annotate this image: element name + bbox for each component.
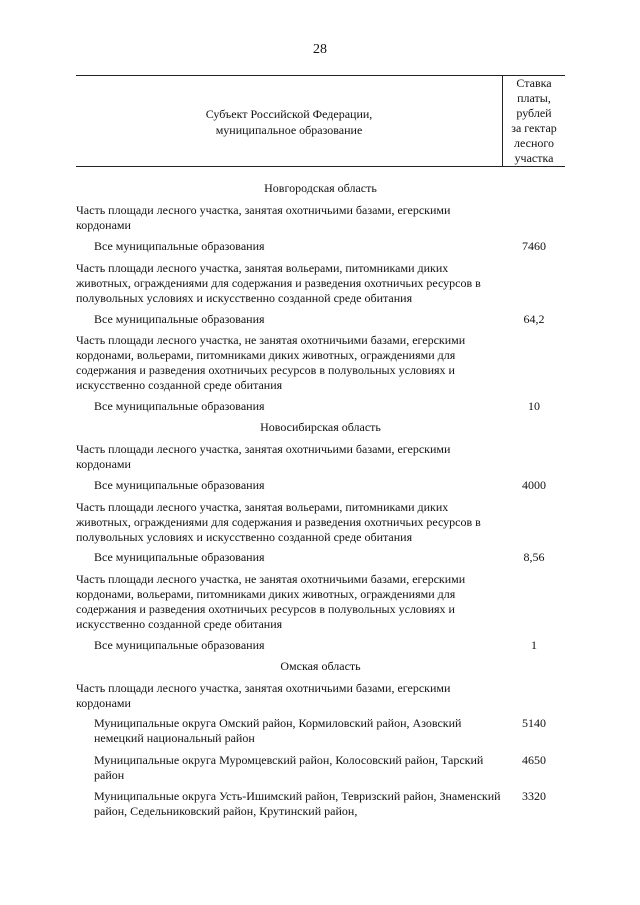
table-header-bottom-rule <box>76 166 565 167</box>
subject-omsk-2: Муниципальные округа Муромцевский район, Колосовский район, Тарский район <box>94 753 484 782</box>
category-novgorod-enclosures: Часть площади лесного участка, занятая вольерами, питомниками диких животных, ограждениями для содержания и разведения охотничьих ресурсов в полувольных условиях и искусственно созданной среде обитания <box>76 261 481 305</box>
column-header-subject <box>76 106 502 138</box>
rate-novosibirsk-3: 1 <box>531 638 537 652</box>
rate-omsk-2: 4650 <box>522 753 546 767</box>
subject-novgorod-3: Все муниципальные образования <box>94 399 265 413</box>
column-header-rate-line-5: лесного <box>514 136 554 150</box>
category-novosibirsk-enclosures: Часть площади лесного участка, занятая вольерами, питомниками диких животных, ограждениями для содержания и разведения охотничьих ресурсов в полувольных условиях и искусственно созданной среде обитания <box>76 500 481 544</box>
rate-omsk-3: 3320 <box>522 789 546 803</box>
category-novosibirsk-bases: Часть площади лесного участка, занятая охотничьими базами, егерскими кордонами <box>76 442 451 471</box>
region-heading-novgorod: Новгородская область <box>264 181 377 195</box>
page-number: 28 <box>313 42 327 57</box>
column-header-rate <box>503 76 565 166</box>
subject-novosibirsk-2: Все муниципальные образования <box>94 550 265 564</box>
subject-novosibirsk-3: Все муниципальные образования <box>94 638 265 652</box>
category-novgorod-other: Часть площади лесного участка, не занятая охотничьими базами, егерскими кордонами, вольерами, питомниками диких животных, ограждениями для содержания и разведения охотничьих ресурсов в полувольных условиях и искусственно созданной среде обитания <box>76 333 466 392</box>
subject-omsk-3: Муниципальные округа Усть-Ишимский район, Тевризский район, Знаменский район, Седельниковский район, Крутинский район, <box>94 789 501 818</box>
column-header-rate-line-1: Ставка <box>516 76 552 90</box>
region-heading-novosibirsk: Новосибирская область <box>260 420 381 434</box>
column-header-rate-line-3: рублей <box>516 106 552 120</box>
column-header-rate-line-6: участка <box>514 151 554 165</box>
rate-novgorod-2: 64,2 <box>523 312 545 326</box>
rate-novosibirsk-2: 8,56 <box>523 550 545 564</box>
category-novosibirsk-other: Часть площади лесного участка, не занятая охотничьими базами, егерскими кордонами, вольерами, питомниками диких животных, ограждениями для содержания и разведения охотничьих ресурсов в полувольных условиях и искусственно созданной среде обитания <box>76 572 466 631</box>
subject-novgorod-1: Все муниципальные образования <box>94 239 265 253</box>
column-header-rate-line-4: за гектар <box>511 121 557 135</box>
subject-omsk-1: Муниципальные округа Омский район, Кормиловский район, Азовский немецкий национальный район <box>94 716 462 745</box>
subject-novosibirsk-1: Все муниципальные образования <box>94 478 265 492</box>
region-heading-omsk: Омская область <box>280 659 361 673</box>
category-novgorod-bases: Часть площади лесного участка, занятая охотничьими базами, егерскими кордонами <box>76 203 451 232</box>
rate-novosibirsk-1: 4000 <box>522 478 546 492</box>
category-omsk-bases: Часть площади лесного участка, занятая охотничьими базами, егерскими кордонами <box>76 681 451 710</box>
column-header-rate-line-2: платы, <box>517 91 551 105</box>
column-header-subject-line-1: Субъект Российской Федерации, <box>205 107 373 121</box>
rate-novgorod-3: 10 <box>528 399 540 413</box>
rate-novgorod-1: 7460 <box>522 239 546 253</box>
table-header-top-rule <box>76 75 565 76</box>
rate-omsk-1: 5140 <box>522 716 546 730</box>
subject-novgorod-2: Все муниципальные образования <box>94 312 265 326</box>
column-header-subject-line-2: муниципальное образование <box>215 123 363 137</box>
